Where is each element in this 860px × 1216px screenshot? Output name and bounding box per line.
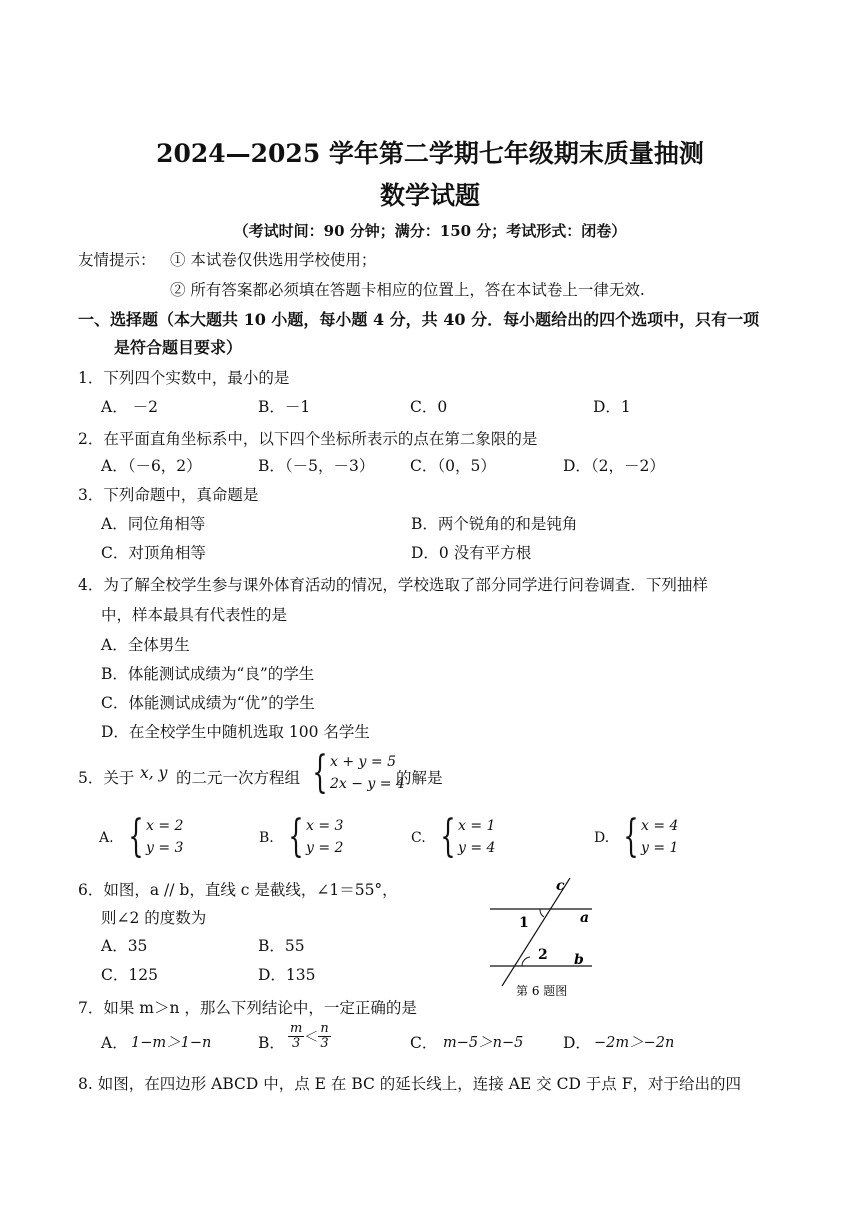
q4-option-c: C．体能测试成绩为“优”的学生 (101, 694, 315, 712)
q5-a-y: y = 3 (146, 840, 184, 856)
denominator: 3 (292, 1036, 301, 1051)
q5-stem-prefix: 5．关于 (78, 769, 135, 787)
q7-option-a: 1−m＞1−n (131, 1035, 212, 1051)
q5-option-c (434, 811, 496, 862)
q4-stem-cont: 中，样本最具有代表性的是 (101, 606, 288, 624)
q8-stem: 8. 如图，在四边形 ABCD 中，点 E 在 BC 的延长线上，连接 AE 交 CD 于点 F，对于给出的四 (78, 1075, 741, 1093)
q7-option-c-label: C． (410, 1034, 438, 1052)
section-1-heading-cont: 是符合题目要求） (114, 338, 243, 357)
label-c: c (556, 878, 565, 894)
tips-label: 友情提示： (78, 251, 156, 269)
q2-option-d: D．（2，－2） (563, 457, 665, 475)
q7-option-d-label: D． (563, 1034, 591, 1052)
q5-equation-1: x + y = 5 (330, 754, 396, 770)
q6-stem: 6．如图，a // b，直线 c 是截线，∠1＝55°， (78, 881, 398, 899)
q2-stem: 2．在平面直角坐标系中，以下四个坐标所表示的点在第二象限的是 (78, 430, 538, 448)
left-brace-icon: { (312, 747, 328, 798)
q6-option-a: A．35 (101, 937, 148, 955)
q7-option-b (288, 1022, 331, 1051)
q5-equation-system (306, 747, 405, 798)
exam-subtitle: 数学试题 (379, 181, 480, 210)
q7-option-a-label: A． (101, 1034, 128, 1052)
q1-option-c: C．0 (410, 398, 448, 416)
less-than-sign: ＜ (304, 1029, 319, 1046)
q1-option-d: D．1 (593, 398, 631, 416)
q3-option-d: D．0 没有平方根 (411, 544, 532, 562)
left-brace-icon: { (440, 811, 456, 862)
q6-stem-cont: 则∠2 的度数为 (101, 909, 207, 927)
label-1: 1 (519, 915, 529, 931)
q3-option-a: A．同位角相等 (101, 515, 206, 533)
q5-c-y: y = 4 (458, 840, 496, 856)
q1-option-b: B．－1 (258, 398, 311, 416)
q7-option-c: m−5＞n−5 (443, 1035, 524, 1051)
numerator: n (320, 1021, 329, 1036)
q5-b-x: x = 3 (306, 818, 344, 834)
fraction-m-over-3 (288, 1022, 304, 1051)
q5-option-c-label: C. (411, 830, 426, 846)
left-brace-icon: { (128, 811, 144, 862)
exam-title: 2024—2025 学年第二学期七年级期末质量抽测 (156, 139, 704, 168)
numerator: m (290, 1021, 303, 1036)
q7-option-d: −2m＞−2n (594, 1035, 675, 1051)
angle-2-arc (522, 957, 530, 966)
q5-option-a (122, 811, 184, 862)
fraction-n-over-3 (318, 1022, 330, 1051)
q7-option-b-label: B． (258, 1034, 285, 1052)
left-brace-icon: { (288, 811, 304, 862)
exam-info: （考试时间：90 分钟；满分：150 分；考试形式：闭卷） (233, 222, 627, 240)
line-c (502, 878, 570, 986)
q1-stem: 1．下列四个实数中，最小的是 (78, 369, 290, 387)
q5-a-x: x = 2 (146, 818, 184, 834)
label-2: 2 (538, 947, 548, 963)
q6-option-b: B．55 (258, 937, 305, 955)
q3-option-b: B．两个锐角的和是钝角 (411, 515, 578, 533)
section-1-heading: 一、选择题（本大题共 10 小题，每小题 4 分，共 40 分．每小题给出的四个选项中，只有一项 (78, 310, 760, 329)
q7-stem: 7．如果 m＞n ，那么下列结论中，一定正确的是 (78, 999, 417, 1017)
tip-item-1: ① 本试卷仅供选用学校使用； (170, 251, 377, 269)
q4-stem: 4．为了解全校学生参与课外体育活动的情况，学校选取了部分同学进行问卷调查．下列抽样 (78, 576, 708, 594)
q3-stem: 3．下列命题中，真命题是 (78, 486, 259, 504)
label-a: a (580, 910, 590, 926)
denominator: 3 (320, 1036, 329, 1051)
q5-option-d (617, 811, 679, 862)
q4-option-d: D．在全校学生中随机选取 100 名学生 (101, 723, 370, 741)
q5-d-y: y = 1 (641, 840, 679, 856)
q2-option-c: C．（0，5） (410, 457, 496, 475)
q6-figure (480, 870, 610, 1005)
q5-d-x: x = 4 (641, 818, 679, 834)
q4-option-b: B．体能测试成绩为“良”的学生 (101, 665, 315, 683)
q5-stem-suffix: 的解是 (396, 769, 443, 787)
q6-option-c: C．125 (101, 966, 158, 984)
q5-option-b-label: B. (259, 830, 274, 846)
q5-stem-middle: 的二元一次方程组 (176, 769, 301, 787)
q2-option-a: A．（－6，2） (101, 457, 202, 475)
left-brace-icon: { (623, 811, 639, 862)
angle-1-arc (540, 909, 544, 917)
q5-option-d-label: D. (594, 830, 610, 846)
q5-b-y: y = 2 (306, 840, 344, 856)
tip-item-2: ② 所有答案都必须填在答题卡相应的位置上，答在本试卷上一律无效. (170, 281, 645, 299)
figure-caption: 第 6 题图 (516, 984, 568, 998)
q5-vars: x, y (140, 764, 168, 782)
q5-option-b (282, 811, 344, 862)
q6-option-d: D．135 (258, 966, 316, 984)
q5-option-a-label: A. (99, 830, 114, 846)
q5-equation-2: 2x − y = 4 (330, 776, 405, 792)
q1-option-a: A． －2 (101, 398, 158, 416)
q4-option-a: A．全体男生 (101, 636, 190, 654)
label-b: b (574, 952, 584, 968)
q3-option-c: C．对顶角相等 (101, 544, 206, 562)
q5-c-x: x = 1 (458, 818, 496, 834)
q2-option-b: B．（－5，－3） (258, 457, 375, 475)
